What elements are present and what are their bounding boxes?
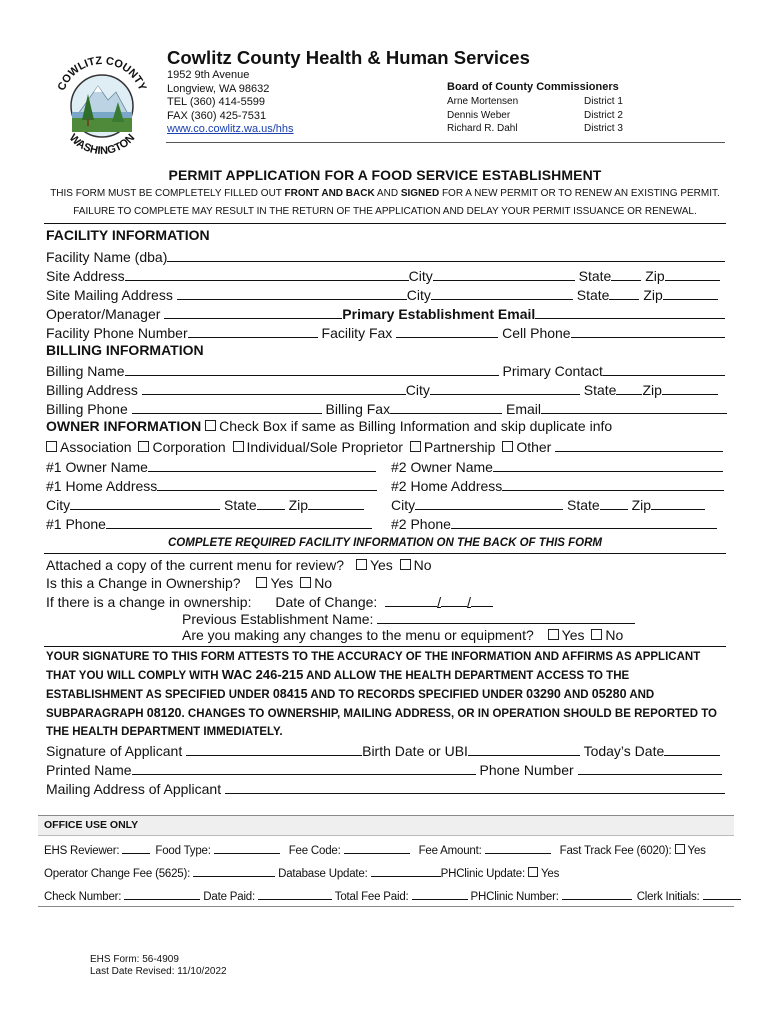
fee-code-field[interactable]	[344, 842, 410, 854]
owner-heading: OWNER INFORMATION	[46, 418, 202, 434]
no-label: No	[413, 557, 432, 573]
notice-text: FOR A NEW PERMIT OR TO RENEW AN EXISTING PERMIT.	[439, 188, 720, 199]
owner2-phone-label: #2 Phone	[391, 516, 451, 532]
menu-changes-label: Are you making any changes to the menu or equipment?	[182, 627, 534, 643]
zip-field[interactable]	[663, 286, 718, 300]
facility-name-label: Facility Name (dba)	[46, 249, 168, 265]
zip-field[interactable]	[662, 381, 718, 395]
db-update-label: Database Update:	[278, 868, 368, 880]
city-label: City	[406, 287, 431, 303]
revision-date: Last Date Revised: 11/10/2022	[90, 966, 227, 977]
ownership-change-yes-checkbox[interactable]	[256, 577, 267, 588]
tel-line: TEL (360) 414-5599	[167, 96, 266, 108]
phclinic-yes-label: Yes	[541, 868, 560, 880]
county-seal	[50, 42, 154, 158]
notice-signed: SIGNED	[400, 188, 440, 199]
other-label: Other	[516, 439, 552, 455]
zip-label: Zip	[643, 287, 663, 303]
billing-phone-row	[46, 400, 727, 418]
corporation-label: Corporation	[152, 439, 226, 455]
signature-field[interactable]	[186, 742, 362, 756]
operator-row	[46, 305, 725, 323]
site-address-label: Site Address	[46, 268, 125, 284]
phclinic-number-field[interactable]	[562, 888, 632, 900]
owner2-name-row	[391, 458, 723, 476]
previous-name-field[interactable]	[377, 610, 635, 624]
owner-name-row	[46, 458, 376, 476]
city-label: City	[46, 497, 71, 513]
header-rule	[166, 142, 725, 143]
notice-line-1	[0, 188, 770, 199]
zip-label: Zip	[288, 497, 309, 513]
footer	[90, 954, 227, 978]
printed-name-row	[46, 761, 722, 779]
owner2-address-row	[391, 477, 724, 495]
yes-label: Yes	[561, 627, 585, 643]
owner2-address-label: #2 Home Address	[391, 478, 503, 494]
billing-fax-label: Billing Fax	[325, 401, 391, 417]
city-label: City	[391, 497, 416, 513]
partnership-checkbox[interactable]	[410, 441, 421, 452]
clerk-initials-field[interactable]	[703, 888, 741, 900]
reviewer-field[interactable]	[122, 842, 150, 854]
todays-date-field[interactable]	[664, 742, 720, 756]
owner2-address-field[interactable]	[502, 477, 724, 491]
check-number-field[interactable]	[124, 888, 200, 900]
seal-bottom-text: WASHINGTON	[66, 131, 138, 158]
printed-name-field[interactable]	[132, 761, 476, 775]
back-notice: COMPLETE REQUIRED FACILITY INFORMATION ON THE BACK OF THIS FORM	[167, 537, 602, 549]
cell-phone-field[interactable]	[571, 324, 725, 338]
section-rule	[44, 646, 726, 647]
owner2-phone-row	[391, 515, 717, 533]
todays-date-label: Today’s Date	[583, 743, 665, 759]
notice-line-2: FAILURE TO COMPLETE MAY RESULT IN THE RETURN OF THE APPLICATION AND DELAY YOUR PERMIT ISSUANCE OR RENEWAL.	[73, 206, 697, 217]
primary-email-field[interactable]	[535, 305, 725, 319]
fee-amount-label: Fee Amount:	[418, 845, 482, 857]
facility-phone-row	[46, 324, 725, 342]
notice-front-back: FRONT AND BACK	[284, 188, 375, 199]
ownership-change-no-checkbox[interactable]	[300, 577, 311, 588]
attestation-line: SUBPARAGRAPH 08120. CHANGES TO OWNERSHIP, MAILING ADDRESS, OR IN OPERATION SHOULD BE REPORTED TO	[46, 706, 717, 720]
owner2-name-label: #2 Owner Name	[391, 459, 493, 475]
state-label: State	[224, 497, 257, 513]
signature-row	[46, 742, 720, 760]
menu-changes-no-checkbox[interactable]	[591, 629, 602, 640]
cell-phone-label: Cell Phone	[502, 325, 571, 341]
association-checkbox[interactable]	[46, 441, 57, 452]
other-checkbox[interactable]	[502, 441, 513, 452]
office-use-header	[38, 816, 734, 836]
commissioner-district: District 1	[584, 96, 623, 107]
office-use-box	[38, 815, 734, 907]
org-name: Cowlitz County Health & Human Services	[167, 47, 530, 68]
billing-phone-field[interactable]	[132, 400, 322, 414]
state-label: State	[567, 497, 600, 513]
city-label: City	[408, 268, 433, 284]
mailing-address-field[interactable]	[177, 286, 407, 300]
menu-changes-yes-checkbox[interactable]	[548, 629, 559, 640]
website-link[interactable]: www.co.cowlitz.wa.us/hhs	[167, 123, 294, 135]
owner1-address-field[interactable]	[157, 477, 377, 491]
commissioner-row	[447, 95, 623, 109]
form-title: PERMIT APPLICATION FOR A FOOD SERVICE ESTABLISHMENT	[168, 167, 602, 183]
billing-fax-field[interactable]	[390, 400, 502, 414]
billing-name-label: Billing Name	[46, 363, 125, 379]
county-seal-image	[50, 42, 154, 158]
op-change-fee-field[interactable]	[193, 865, 275, 877]
city-field[interactable]	[433, 267, 575, 281]
state-field[interactable]	[616, 381, 642, 395]
corporation-checkbox[interactable]	[138, 441, 149, 452]
same-as-billing-label: Check Box if same as Billing Information and skip duplicate info	[219, 418, 613, 434]
state-label: State	[576, 287, 610, 303]
seal-top-text: COWLITZ COUNTY	[55, 54, 149, 93]
ownership-change-row	[46, 575, 332, 592]
owner1-phone-label: #1 Phone	[46, 516, 106, 532]
billing-address-row	[46, 381, 718, 399]
commissioner-name: Richard R. Dahl	[447, 123, 518, 134]
billing-heading: BILLING INFORMATION	[46, 342, 204, 358]
menu-changes-row	[182, 627, 623, 644]
food-type-label: Food Type:	[155, 845, 211, 857]
commissioner-district: District 3	[584, 123, 623, 134]
billing-phone-label: Billing Phone	[46, 401, 128, 417]
fast-track-label: Fast Track Fee (6020):	[559, 845, 672, 857]
date-separator: /	[437, 594, 442, 610]
mailing-address-label: Site Mailing Address	[46, 287, 173, 303]
owner1-name-field[interactable]	[148, 458, 376, 472]
other-field[interactable]	[555, 438, 723, 452]
op-change-fee-label: Operator Change Fee (5625):	[44, 868, 191, 880]
city-field[interactable]	[415, 496, 563, 510]
previous-name-label: Previous Establishment Name:	[182, 611, 374, 627]
change-year-field[interactable]	[471, 593, 493, 607]
mailing-address-row	[46, 286, 718, 304]
applicant-mailing-field[interactable]	[225, 780, 725, 794]
attestation-line: YOUR SIGNATURE TO THIS FORM ATTESTS TO THE ACCURACY OF THE INFORMATION AND AFFIRMS AS APPLICANT	[46, 651, 701, 663]
commissioner-name: Dennis Weber	[447, 109, 511, 121]
phone-number-field[interactable]	[578, 761, 722, 775]
commissioner-row	[447, 109, 623, 123]
date-separator: /	[467, 594, 471, 610]
facility-phone-label: Facility Phone Number	[46, 325, 188, 341]
phclinic-number-label: PHClinic Number:	[470, 891, 559, 903]
operator-label: Operator/Manager	[46, 306, 161, 322]
city-field[interactable]	[431, 286, 573, 300]
notice-text: THIS FORM MUST BE COMPLETELY FILLED OUT	[50, 188, 285, 199]
total-fee-label: Total Fee Paid:	[334, 891, 409, 903]
fast-track-checkbox[interactable]	[675, 844, 685, 854]
applicant-mailing-row	[46, 780, 725, 798]
db-update-field[interactable]	[371, 865, 441, 877]
fee-amount-field[interactable]	[485, 842, 551, 854]
billing-name-field[interactable]	[125, 362, 499, 376]
attestation-line: THAT YOU WILL COMPLY WITH WAC 246-215 AND ALLOW THE HEALTH DEPARTMENT ACCESS TO THE	[46, 667, 630, 682]
same-as-billing-checkbox[interactable]	[205, 420, 216, 431]
sole-proprietor-checkbox[interactable]	[233, 441, 244, 452]
menu-copy-no-checkbox[interactable]	[400, 559, 411, 570]
change-day-field[interactable]	[441, 593, 467, 607]
city-field[interactable]	[430, 381, 580, 395]
facility-name-row	[46, 248, 725, 266]
sole-proprietor-label: Individual/Sole Proprietor	[246, 439, 403, 455]
yes-label: Yes	[270, 575, 294, 591]
billing-name-row	[46, 362, 725, 380]
notice-text: AND	[374, 188, 401, 199]
total-fee-field[interactable]	[412, 888, 468, 900]
attestation-text	[46, 648, 736, 741]
section-rule	[44, 553, 726, 554]
billing-address-field[interactable]	[142, 381, 406, 395]
no-label: No	[314, 575, 333, 591]
owner1-address-row	[46, 477, 377, 495]
wac-reference: WAC 246-215	[221, 667, 304, 682]
attestation-line: ESTABLISHMENT AS SPECIFIED UNDER 08415 AND TO RECORDS SPECIFIED UNDER 03290 AND 05280 AND	[46, 687, 655, 701]
city-field[interactable]	[70, 496, 220, 510]
commissioner-row	[447, 122, 623, 136]
operator-field[interactable]	[164, 305, 342, 319]
zip-field[interactable]	[651, 496, 705, 510]
change-month-field[interactable]	[385, 593, 437, 607]
date-of-change-label: Date of Change:	[275, 594, 378, 610]
owner-heading-row	[46, 418, 612, 435]
primary-contact-label: Primary Contact	[502, 363, 603, 379]
ownership-type-row	[46, 438, 723, 456]
check-number-label: Check Number:	[44, 891, 122, 903]
previous-name-row	[182, 610, 635, 628]
city-label: City	[405, 382, 430, 398]
site-address-row	[46, 267, 720, 285]
facility-fax-field[interactable]	[396, 324, 498, 338]
attestation-line: THE HEALTH DEPARTMENT IMMEDIATELY.	[46, 726, 283, 738]
office-row-3	[44, 888, 741, 903]
zip-label: Zip	[645, 268, 665, 284]
signature-label: Signature of Applicant	[46, 743, 183, 759]
primary-email-label: Primary Establishment Email	[342, 306, 536, 322]
clerk-initials-label: Clerk Initials:	[636, 891, 700, 903]
billing-address-label: Billing Address	[46, 382, 138, 398]
partnership-label: Partnership	[423, 439, 496, 455]
fee-code-label: Fee Code:	[288, 845, 341, 857]
owner1-phone-field[interactable]	[106, 515, 372, 529]
owner1-phone-row	[46, 515, 372, 533]
no-label: No	[605, 627, 624, 643]
phclinic-update-checkbox[interactable]	[528, 867, 538, 877]
phone-number-label: Phone Number	[479, 762, 574, 778]
date-paid-field[interactable]	[258, 888, 332, 900]
birth-ubi-label: Birth Date or UBI	[362, 743, 468, 759]
board-title: Board of County Commissioners	[447, 81, 619, 93]
state-field[interactable]	[609, 286, 639, 300]
birth-ubi-field[interactable]	[468, 742, 580, 756]
printed-name-label: Printed Name	[46, 762, 132, 778]
if-change-label: If there is a change in ownership:	[46, 594, 252, 610]
office-row-1	[44, 842, 706, 857]
owner1-address-label: #1 Home Address	[46, 478, 158, 494]
zip-field[interactable]	[308, 496, 364, 510]
change-date-row	[46, 593, 493, 611]
email-label: Email	[506, 401, 542, 417]
section-rule	[44, 223, 726, 224]
owner1-name-label: #1 Owner Name	[46, 459, 148, 475]
commissioner-district: District 2	[584, 109, 623, 121]
office-row-2	[44, 865, 559, 880]
yes-label: Yes	[369, 557, 393, 573]
office-use-heading: OFFICE USE ONLY	[44, 819, 139, 831]
state-field[interactable]	[257, 496, 285, 510]
state-field[interactable]	[600, 496, 628, 510]
owner2-phone-field[interactable]	[451, 515, 717, 529]
owner2-city-row	[391, 496, 705, 514]
fax-line: FAX (360) 425-7531	[167, 109, 267, 122]
food-type-field[interactable]	[214, 842, 280, 854]
address-line-2: Longview, WA 98632	[167, 82, 270, 95]
org-address	[167, 69, 294, 137]
owner2-name-field[interactable]	[493, 458, 723, 472]
phclinic-update-label: PHClinic Update:	[440, 868, 525, 880]
fast-track-yes-label: Yes	[687, 845, 706, 857]
owner1-city-row	[46, 496, 364, 514]
email-field[interactable]	[541, 400, 727, 414]
menu-copy-label: Attached a copy of the current menu for review?	[46, 557, 345, 573]
commissioner-list	[447, 95, 623, 136]
state-label: State	[578, 268, 612, 284]
site-address-field[interactable]	[125, 267, 409, 281]
date-paid-label: Date Paid:	[203, 891, 255, 903]
state-field[interactable]	[611, 267, 641, 281]
zip-label: Zip	[631, 497, 652, 513]
association-label: Association	[60, 439, 132, 455]
commissioner-name: Arne Mortensen	[447, 96, 519, 107]
ownership-change-label: Is this a Change in Ownership?	[46, 575, 241, 591]
facility-heading: FACILITY INFORMATION	[46, 227, 210, 243]
menu-copy-row	[46, 557, 432, 574]
form-number: EHS Form: 56-4909	[90, 954, 179, 965]
facility-fax-label: Facility Fax	[321, 325, 393, 341]
state-label: State	[583, 382, 617, 398]
address-line-1: 1952 9th Avenue	[167, 69, 250, 81]
applicant-mailing-label: Mailing Address of Applicant	[46, 781, 222, 797]
facility-phone-field[interactable]	[188, 324, 318, 338]
reviewer-label: EHS Reviewer:	[44, 845, 120, 857]
zip-field[interactable]	[665, 267, 720, 281]
menu-copy-yes-checkbox[interactable]	[356, 559, 367, 570]
facility-name-field[interactable]	[167, 248, 725, 262]
zip-label: Zip	[642, 382, 662, 398]
primary-contact-field[interactable]	[603, 362, 725, 376]
